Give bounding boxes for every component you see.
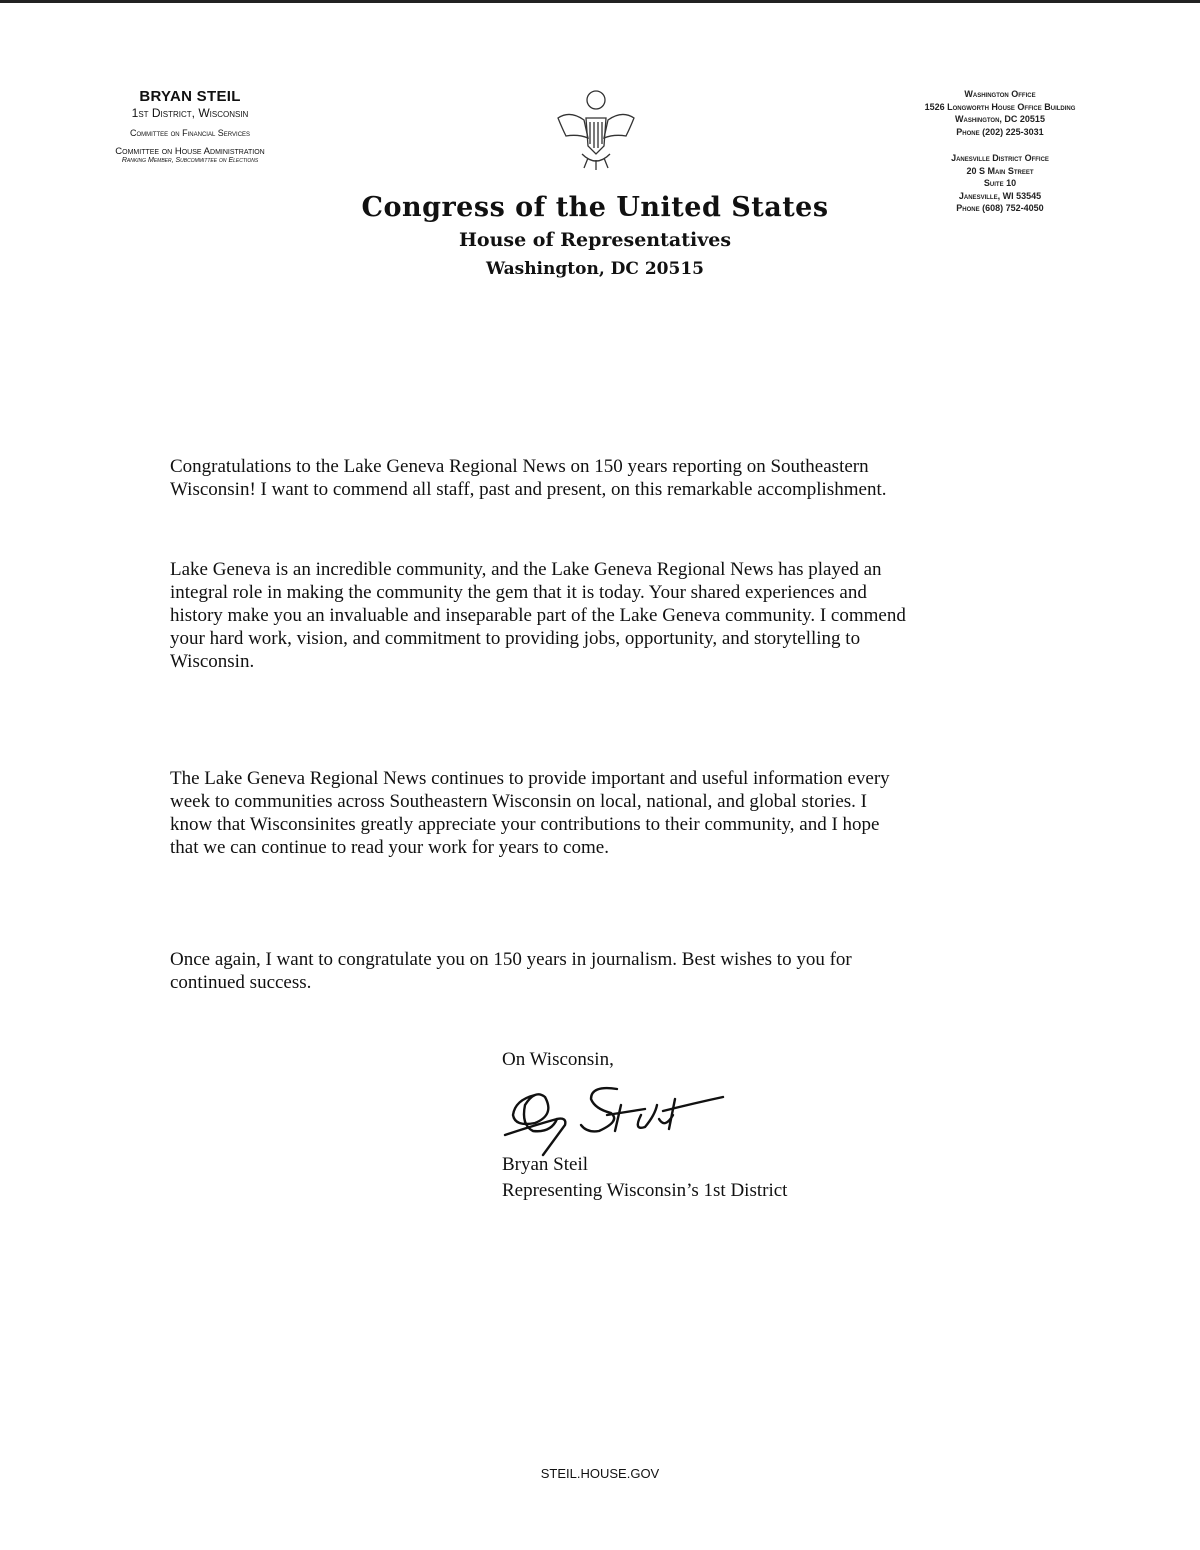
salutation: On Wisconsin, <box>502 1049 614 1070</box>
signer-title: Representing Wisconsin’s 1st District <box>502 1180 788 1201</box>
signature <box>495 1075 735 1160</box>
line: week to communities across Southeastern Wisconsin on local, national, and global stories. I <box>170 791 867 812</box>
letterhead-title <box>300 192 890 279</box>
washington-office-address: 1526 Longworth House Office Building <box>924 101 1076 112</box>
washington-office-city: Washington, DC 20515 <box>955 114 1045 124</box>
district-office-label: Janesville District Office <box>951 153 1049 163</box>
paragraph-1 <box>170 455 886 501</box>
district-office-suite: Suite 10 <box>983 178 1017 188</box>
line: Congratulations to the Lake Geneva Regional News on 150 years reporting on Southeastern <box>170 456 869 477</box>
district-office-city: Janesville, WI 53545 <box>958 190 1042 201</box>
line: history make you an invaluable and inseparable part of the Lake Geneva community. I commend <box>170 605 906 626</box>
house-subtitle: House of Representatives <box>458 229 732 251</box>
location: Washington, DC 20515 <box>486 259 704 279</box>
line: your hard work, vision, and commitment to providing jobs, opportunity, and storytelling to <box>170 628 861 649</box>
signer-name: Bryan Steil <box>502 1154 589 1175</box>
congress-title: Congress of the United States <box>361 192 829 223</box>
line: The Lake Geneva Regional News continues to provide important and useful information every <box>170 768 890 789</box>
committee-house-admin: Committee on House Administration <box>115 146 265 157</box>
committee-financial: Committee on Financial Services <box>129 128 251 138</box>
great-seal-icon <box>548 88 644 172</box>
district-office-address: 20 S Main Street <box>966 165 1034 176</box>
member-info <box>70 88 310 164</box>
line: continued success. <box>170 972 312 993</box>
line: Wisconsin! I want to commend all staff, past and present, on this remarkable accomplishment. <box>170 479 887 500</box>
line: integral role in making the community the gem that it is today. Your shared experiences and <box>170 582 867 603</box>
washington-office-label: Washington Office <box>964 89 1036 99</box>
paragraph-4 <box>170 948 852 994</box>
member-name: BRYAN STEIL <box>139 88 241 105</box>
line: Wisconsin. <box>170 651 255 672</box>
scan-edge <box>0 0 1200 3</box>
office-info <box>880 88 1120 215</box>
line: Once again, I want to congratulate you on 150 years in journalism. Best wishes to you for <box>170 949 852 970</box>
paragraph-2 <box>170 558 906 673</box>
line: that we can continue to read your work for years to come. <box>170 837 609 858</box>
member-district: 1st District, Wisconsin <box>131 106 249 120</box>
line: know that Wisconsinites greatly appreciate your contributions to their community, and I hope <box>170 814 880 835</box>
district-office-phone: Phone (608) 752-4050 <box>956 203 1044 213</box>
website-link: STEIL.HOUSE.GOV <box>540 1466 660 1481</box>
committee-role: Ranking Member, Subcommittee on Elections <box>121 157 259 164</box>
washington-office-phone: Phone (202) 225-3031 <box>956 126 1044 137</box>
line: Lake Geneva is an incredible community, and the Lake Geneva Regional News has played an <box>170 559 882 580</box>
paragraph-3 <box>170 767 890 859</box>
